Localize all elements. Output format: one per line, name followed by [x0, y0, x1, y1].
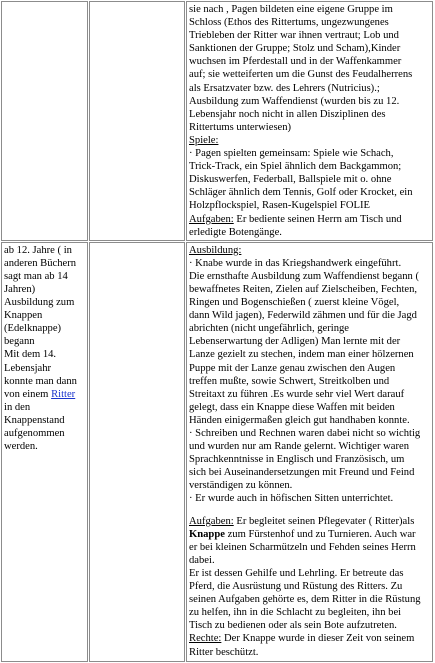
- age-text-line: konnte man dann: [4, 375, 77, 387]
- age-cell-empty: [1, 1, 88, 241]
- age-text-cont: [4, 401, 85, 453]
- training-text-line: und wurden nur am Rande gelernt. Wichtiger waren: [189, 441, 410, 453]
- knappe-training-text: [189, 257, 430, 506]
- training-text-line: gelegt, dass ein Knappe diese Waffen mit beiden: [189, 401, 395, 413]
- age-text-line: Knappen: [4, 310, 43, 322]
- page-text-line: als Ersatzvater bzw. des Lehrers (Nutricius).;: [189, 82, 380, 94]
- age-text-line: sagt man ab 14: [4, 270, 68, 282]
- spiele-heading: Spiele:: [189, 134, 219, 146]
- training-text-line: · Er wurde auch in höfischen Sitten unterrichtet.: [189, 493, 394, 505]
- training-text-line: dann Wild jagen), Federwild zähmen und für die Jagd: [189, 310, 417, 322]
- training-text-line: Lanze gezielt zu stechen, indem man einer hölzernen: [189, 349, 414, 361]
- knappe-rights-line: [189, 632, 430, 645]
- games-text-line: Holzpflockspiel, Rasen-Kugelspiel FOLIE: [189, 200, 370, 212]
- duties-text-line: Er ist dessen Gehilfe und Lehrling. Er betreute das: [189, 567, 404, 579]
- age-text-after-line: aufgenommen: [4, 428, 65, 439]
- page-duties-text-cont: erledigte Botengänge.: [189, 226, 282, 238]
- duties-text-line: zu helfen, ihn in die Schlacht zu begleiten, ihn bei: [189, 607, 402, 619]
- training-text-line: treffen mußte, sowie Schwert, Streitkolben und: [189, 375, 390, 387]
- knappe-bold-word: Knappe: [189, 528, 225, 540]
- training-text-line: · Knabe wurde in das Kriegshandwerk eingeführt.: [189, 257, 402, 269]
- training-text-line: Ringen und Bogenschießen ( zuerst kleine Vögel,: [189, 297, 400, 309]
- games-text-line: Diskuswerfen, Federball, Ballspiele mit o. ohne: [189, 174, 392, 186]
- duties-text-line: Tisch zu bedienen oder als sein Bote aufzutreten.: [189, 620, 397, 632]
- training-text-line: Streitaxt zu führen .Es wurde sehr viel Wert darauf: [189, 388, 405, 400]
- aufgaben-heading: Aufgaben:: [189, 213, 234, 225]
- page-duties-text: Er bediente seinen Herrn am Tisch und: [233, 213, 402, 225]
- age-text-line: Lebensjahr: [4, 362, 52, 374]
- age-text-line: begann: [4, 336, 35, 348]
- knappe-duties-text-cont: [189, 541, 430, 633]
- knappe-rights-text: Der Knappe wurde in dieser Zeit von seinem: [221, 633, 415, 645]
- page-text-line: Rittertums unterwiesen): [189, 121, 292, 133]
- page-upbringing-text: [189, 3, 430, 134]
- training-text-line: Lebenserwartung der Adligen) Man lernte mit der: [189, 336, 401, 348]
- page-text-line: Sanktionen der Gruppe; Stolz und Scham),Kinder: [189, 43, 401, 55]
- age-text-line: anderen Büchern: [4, 257, 77, 269]
- knappe-duties-text: Er begleitet seinen Pflegevater ( Ritter)als: [233, 515, 415, 527]
- page-games-text: [189, 147, 430, 212]
- page-text-line: Ausbildung zum Waffendienst (wurden bis zu 12.: [189, 95, 400, 107]
- page-text-line: Lebensjahr noch nicht in allen Disziplinen des: [189, 108, 386, 120]
- page-description-cell: [186, 1, 433, 241]
- age-text-after-line: in den: [4, 401, 31, 413]
- age-text: [4, 244, 85, 388]
- training-text-line: Die ernsthafte Ausbildung zum Waffendienst begann (: [189, 270, 419, 282]
- table-row-page: [1, 1, 433, 241]
- age-text-line: Ausbildung zum: [4, 297, 75, 309]
- knappe-duties-text-rest: zum Fürstenhof und zu Turnieren. Auch war: [224, 528, 416, 540]
- page-text-line: wuchsen im Pferdestall und in der Waffenkammer: [189, 56, 402, 68]
- age-text-after-line: werden.: [4, 441, 38, 453]
- duties-text-line: seinen Aufgaben gehörte es, dem Ritter in die Rüstung: [189, 594, 421, 606]
- page-text-line: Schloss (Ethos des Rittertums, ungezwungenes: [189, 17, 389, 29]
- ritter-link[interactable]: Ritter: [51, 388, 76, 400]
- page-text-line: auf; sie wetteiferten um die Gunst des Feudalherrens: [189, 69, 413, 81]
- age-text-line: (Edelknappe): [4, 323, 62, 335]
- page-text-line: Triebleben der Ritter war ihnen vertraut; Lob und: [189, 30, 399, 42]
- table-row-knappe: [1, 242, 433, 662]
- training-text-line: Sprachkenntnisse in Englisch und Französisch, um: [189, 454, 405, 466]
- duties-text-line: dabei.: [189, 554, 215, 566]
- middle-cell-empty-2: [89, 242, 185, 662]
- training-text-line: sich bei Auseinandersetzungen mit Freund und Feind: [189, 467, 415, 479]
- duties-text-line: er bei kleinen Scharmützeln und Fehden seines Herrn: [189, 541, 416, 553]
- age-text-line: Jahren): [4, 283, 36, 295]
- training-text-line: verständigen zu können.: [189, 480, 293, 492]
- age-text-prefix: von einem: [4, 388, 52, 400]
- training-text-line: Puppe mit der Lanze genau zwischen den Augen: [189, 362, 396, 374]
- page-duties-line: [189, 213, 430, 226]
- knappe-aufgaben-heading: Aufgaben:: [189, 515, 234, 527]
- knappe-description-cell: [186, 242, 433, 662]
- age-text-line: ab 12. Jahre ( in: [4, 244, 72, 256]
- knappe-rights-text-cont: Ritter beschützt.: [189, 646, 259, 658]
- age-text-line: Mit dem 14.: [4, 349, 57, 361]
- training-text-line: · Schreiben und Rechnen waren dabei nicht so wichtig: [189, 428, 421, 439]
- rechte-heading: Rechte:: [189, 633, 222, 645]
- age-text-after-line: Knappenstand: [4, 414, 65, 426]
- age-cell: [1, 242, 88, 662]
- training-text-line: bewaffnetes Reiten, Zielen auf Zielscheiben, Fechten,: [189, 283, 418, 295]
- middle-cell-empty: [89, 1, 185, 241]
- games-text-line: Schläger ähnlich dem Tennis, Golf oder Krocket, ein: [189, 187, 413, 199]
- training-text-line: abrichten (nicht ungefährlich, geringe: [189, 323, 350, 335]
- ausbildung-heading: Ausbildung:: [189, 244, 242, 256]
- training-text-line: Händen einigermaßen gleich gut handhaben konnte.: [189, 414, 410, 426]
- games-text-line: Trick-Track, ein Spiel ähnlich dem Backgammon;: [189, 161, 402, 173]
- page-text-line: sie nach , Pagen bildeten eine eigene Gruppe im: [189, 4, 393, 15]
- games-text-line: · Pagen spielten gemeinsam: Spiele wie Schach,: [189, 148, 394, 160]
- knappe-duties-line: [189, 515, 430, 528]
- duties-text-line: Pferd, die Ausrüstung und Rüstung des Ritters. Zu: [189, 581, 403, 593]
